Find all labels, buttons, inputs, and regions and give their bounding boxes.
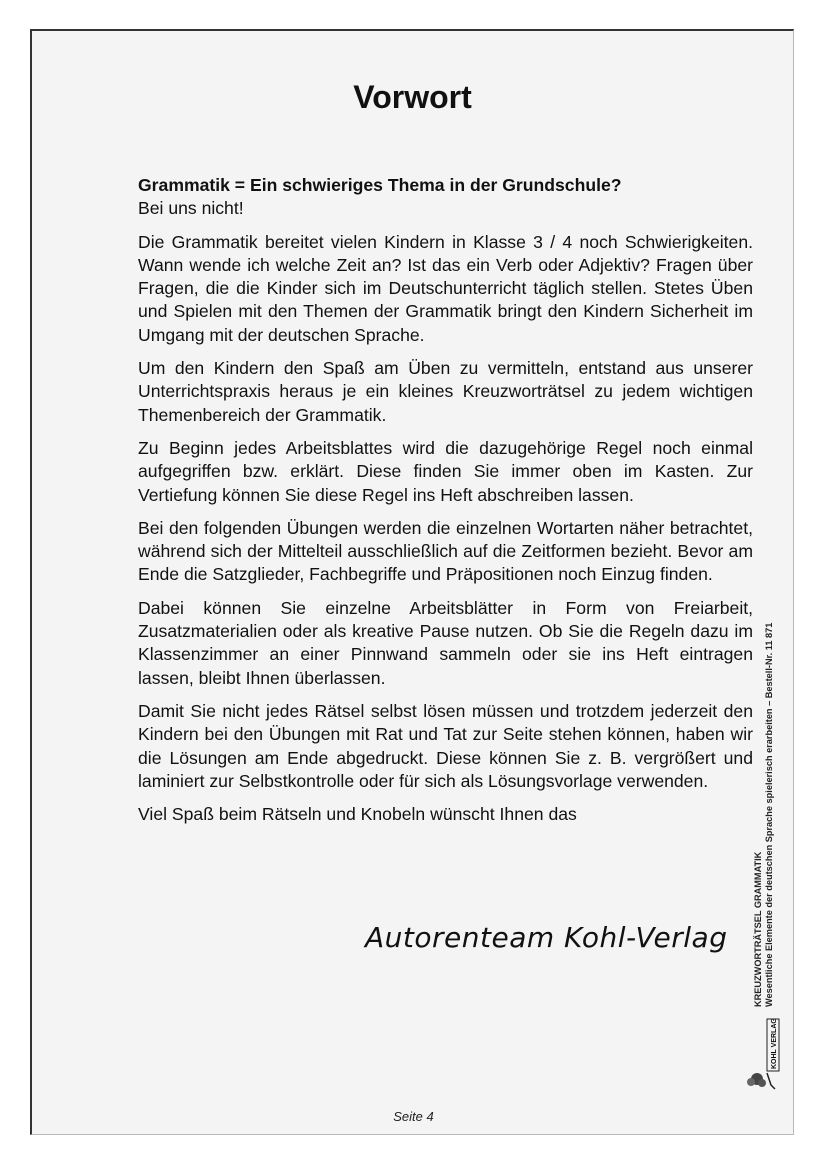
side-subtitle: Wesentliche Elemente der deutschen Sprache spielerisch erarbeiten – Bestell-Nr. 11 871 (764, 622, 774, 1007)
document-page (30, 29, 794, 1135)
publisher-sidebar-text (753, 587, 775, 1007)
paragraph-6: Damit Sie nicht jedes Rätsel selbst lösen müssen und trotzdem jederzeit den Kindern bei den Übungen mit Rat und Tat zur Seite stehen können, haben wir die Lösungen am Ende abgedruckt. Diese können Sie z. B. vergrößert und laminiert zur Selbstkontrolle oder für sich als Lösungsvorlage verwenden. (138, 700, 753, 791)
intro-block (138, 174, 753, 221)
signature: Autorenteam Kohl-Verlag (365, 921, 728, 954)
logo-text: KOHL VERLAG (771, 1018, 778, 1069)
kohl-verlag-logo-icon (745, 1015, 785, 1090)
paragraph-5: Dabei können Sie einzelne Arbeitsblätter in Form von Freiarbeit, Zusatzmaterialien oder als kreative Pause nutzen. Ob Sie die Regeln dazu im Klassenzimmer an einer Pinnwand sammeln oder sie ins Heft eintragen lassen, bleibt Ihnen überlassen. (138, 597, 753, 688)
page-number: Seite 4 (393, 1109, 434, 1124)
page-title: Vorwort (353, 79, 472, 115)
side-title: KREUZWORTRÄTSEL GRAMMATIK (753, 851, 763, 1007)
paragraph-2: Um den Kindern den Spaß am Üben zu vermitteln, entstand aus unserer Unterrichtspraxis heraus je ein kleines Kreuzworträtsel zu jedem wichtigen Themenbereich der Grammatik. (138, 358, 753, 425)
intro-heading: Grammatik = Ein schwieriges Thema in der Grundschule? (138, 175, 622, 195)
closing-line: Viel Spaß beim Rätseln und Knobeln wünscht Ihnen das (138, 804, 577, 825)
paragraph-3: Zu Beginn jedes Arbeitsblattes wird die dazugehörige Regel noch einmal aufgegriffen bzw. erklärt. Diese finden Sie immer oben im Kasten. Zur Vertiefung können Sie diese Regel ins Heft abschreiben lassen. (138, 437, 753, 505)
paragraph-4: Bei den folgenden Übungen werden die einzelnen Wortarten näher betrachtet, während sich der Mittelteil ausschließlich auf die Zeitformen bezieht. Bevor am Ende die Satzglieder, Fachbegriffe und Präpositionen noch Einzug finden. (138, 517, 753, 585)
intro-subline: Bei uns nicht! (138, 198, 244, 219)
preface-body (138, 174, 753, 836)
paragraph-1: Die Grammatik bereitet vielen Kindern in Klasse 3 / 4 noch Schwierigkeiten. Wann wende ich welche Zeit an? Ist das ein Verb oder Adjektiv? Fragen über Fragen, die die Kinder sich im Deutschunterricht täglich stellen. Stetes Üben und Spielen mit den Themen der Grammatik bringt den Kindern Sicherheit im Umgang mit der deutschen Sprache. (138, 231, 753, 345)
